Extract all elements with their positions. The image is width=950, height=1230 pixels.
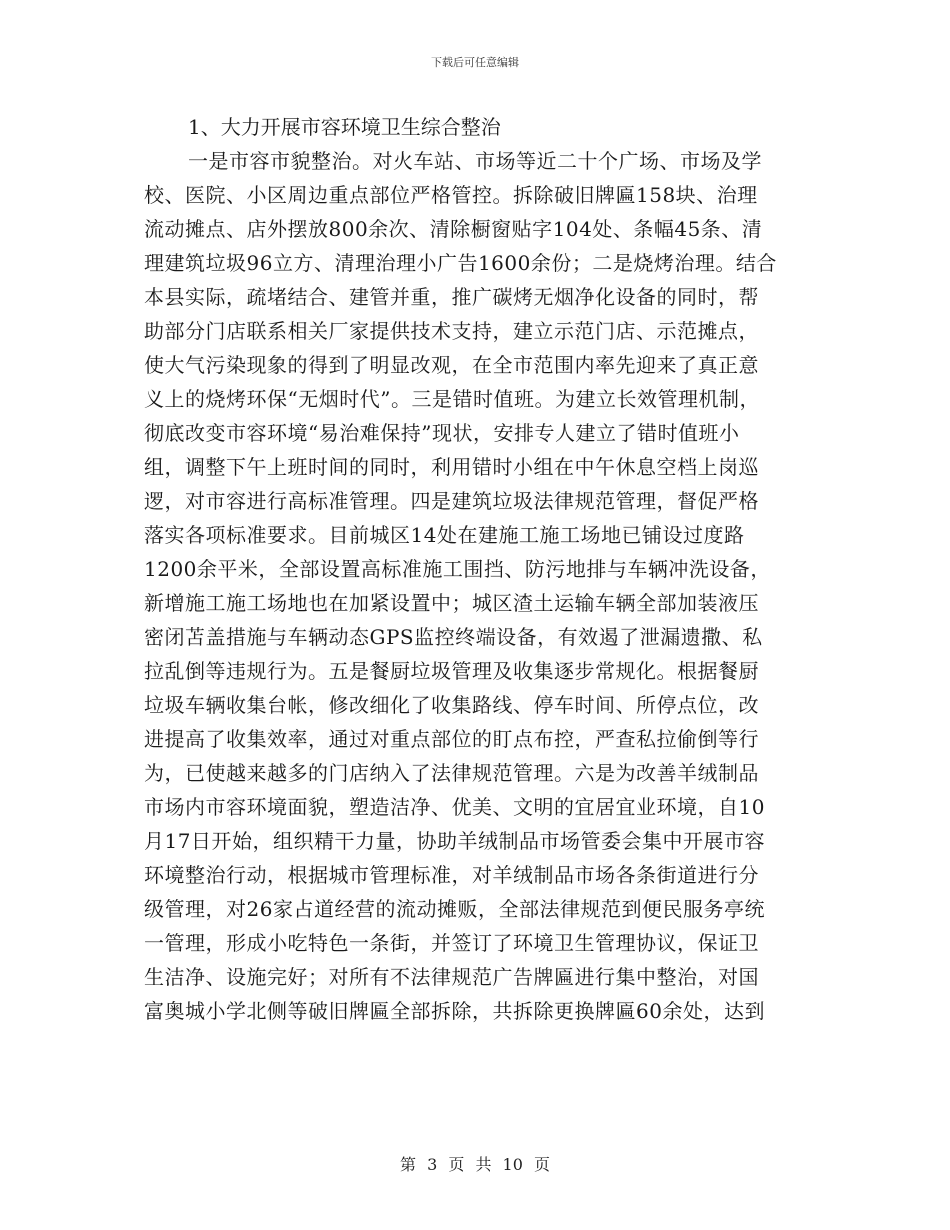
paragraph-line: 富奥城小学北侧等破旧牌匾全部拆除，共拆除更换牌匾60余处，达到 bbox=[144, 999, 765, 1023]
paragraph-line: 组，调整下午上班时间的同时，利用错时小组在中午休息空档上岗巡 bbox=[144, 455, 759, 479]
paragraph-line: 彻底改变市容环境“易治难保持”现状，安排专人建立了错时值班小 bbox=[144, 421, 740, 445]
paragraph-line: 逻，对市容进行高标准管理。四是建筑垃圾法律规范管理，督促严格 bbox=[144, 489, 759, 513]
paragraph-line: 垃圾车辆收集台帐，修改细化了收集路线、停车时间、所停点位，改 bbox=[144, 693, 759, 717]
paragraph-line: 市场内市容环境面貌，塑造洁净、优美、文明的宜居宜业环境，自10 bbox=[144, 795, 765, 819]
document-body bbox=[144, 110, 810, 1028]
paragraph-line: 环境整治行动，根据城市管理标准，对羊绒制品市场各条街道进行分 bbox=[144, 863, 759, 887]
paragraph-line: 密闭苫盖措施与车辆动态GPS监控终端设备，有效遏了泄漏遗撒、私 bbox=[144, 625, 763, 649]
page-number: 第 3 页 共 10 页 bbox=[400, 1155, 550, 1174]
header-note: 下载后可任意编辑 bbox=[431, 56, 519, 69]
paragraph-line: 拉乱倒等违规行为。五是餐厨垃圾管理及收集逐步常规化。根据餐厨 bbox=[144, 659, 759, 683]
paragraph-line: 一管理，形成小吃特色一条街，并签订了环境卫生管理协议，保证卫 bbox=[144, 931, 759, 955]
paragraph-line: 理建筑垃圾96立方、清理治理小广告1600余份；二是烧烤治理。结合 bbox=[144, 251, 777, 275]
paragraph-line: 本县实际，疏堵结合、建管并重，推广碳烤无烟净化设备的同时，帮 bbox=[144, 285, 759, 309]
paragraph-line: 进提高了收集效率，通过对重点部位的盯点布控，严查私拉偷倒等行 bbox=[144, 727, 759, 751]
paragraph-line: 校、医院、小区周边重点部位严格管控。拆除破旧牌匾158块、治理 bbox=[144, 183, 758, 207]
paragraph-line: 义上的烧烤环保“无烟时代”。三是错时值班。为建立长效管理机制， bbox=[144, 387, 760, 411]
paragraph-line: 使大气污染现象的得到了明显改观，在全市范围内率先迎来了真正意 bbox=[144, 353, 759, 377]
paragraph-line: 级管理，对26家占道经营的流动摊贩，全部法律规范到便民服务亭统 bbox=[144, 897, 765, 921]
paragraph-line: 新增施工施工场地也在加紧设置中；城区渣土运输车辆全部加装液压 bbox=[144, 591, 759, 615]
section-heading: 1、大力开展市容环境卫生综合整治 bbox=[188, 115, 501, 139]
paragraph-line: 一是市容市貌整治。对火车站、市场等近二十个广场、市场及学 bbox=[188, 149, 762, 173]
paragraph-line: 月17日开始，组织精干力量，协助羊绒制品市场管委会集中开展市容 bbox=[144, 829, 765, 853]
paragraph-line: 1200余平米，全部设置高标准施工围挡、防污地排与车辆冲洗设备， bbox=[144, 557, 771, 581]
paragraph-line: 流动摊点、店外摆放800余次、清除橱窗贴字104处、条幅45条、清 bbox=[144, 217, 763, 241]
paragraph-line: 为，已使越来越多的门店纳入了法律规范管理。六是为改善羊绒制品 bbox=[144, 761, 759, 785]
paragraph-line: 助部分门店联系相关厂家提供技术支持，建立示范门店、示范摊点， bbox=[144, 319, 759, 343]
paragraph-line: 生洁净、设施完好；对所有不法律规范广告牌匾进行集中整治，对国 bbox=[144, 965, 759, 989]
paragraph-line: 落实各项标准要求。目前城区14处在建施工施工场地已铺设过度路 bbox=[144, 523, 745, 547]
